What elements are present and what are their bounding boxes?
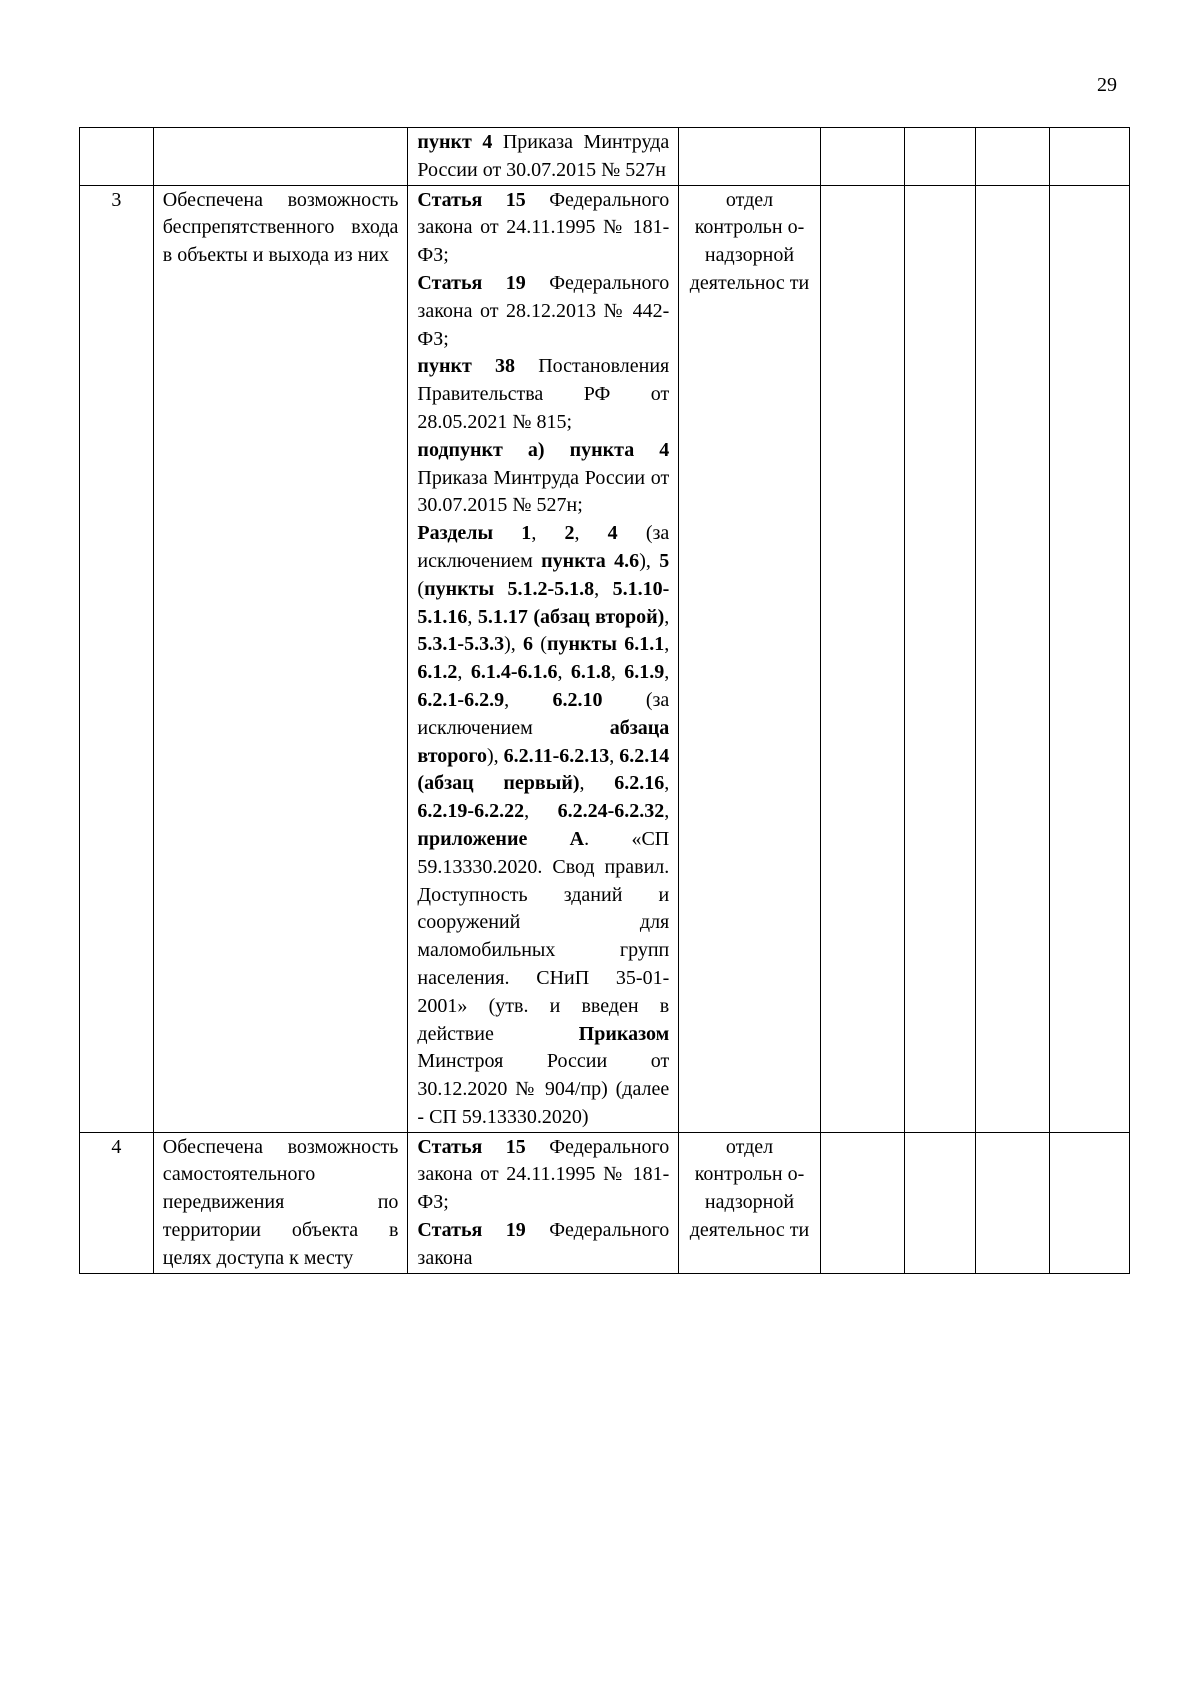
- legal-reference-bold: пункты 5.1.2-5.1.8: [424, 577, 595, 600]
- legal-reference-bold: 5: [659, 549, 670, 572]
- legal-reference-text: Федерального закона от 24.11.1995 № 181-ФЗ;: [417, 1135, 670, 1214]
- legal-reference-text: Федерального закона: [417, 1219, 670, 1269]
- legal-reference-text: ,: [664, 633, 670, 656]
- legal-reference-text: ,: [504, 688, 553, 711]
- legal-reference-bold: 6.1.4-6.1.6: [470, 661, 558, 684]
- legal-reference-bold: 6.2.14 (абзац первый): [417, 744, 670, 795]
- legal-reference-text: ,: [457, 661, 471, 684]
- responsible-department: отдел контрольн о-надзорной деятельнос ти: [679, 185, 820, 1132]
- legal-reference-bold: 6: [523, 633, 534, 656]
- legal-reference-text: Федерального закона от 24.11.1995 № 181-ФЗ;: [417, 188, 670, 267]
- legal-reference-bold: 6.2.11-6.2.13: [503, 744, 610, 767]
- legal-reference-text: ,: [664, 605, 670, 628]
- legal-reference-bold: 5.1.10-5.1.16: [417, 577, 670, 628]
- legal-reference-bold: 6.1.2: [417, 661, 458, 684]
- empty-cell: [1050, 185, 1130, 1132]
- legal-reference-bold: 6.2.1-6.2.9: [417, 688, 505, 711]
- legal-reference-text: ),: [487, 744, 504, 767]
- requirements-table: [79, 127, 1130, 1274]
- table-row: [80, 128, 1130, 186]
- legal-basis: [408, 1132, 679, 1273]
- empty-cell: [976, 1132, 1050, 1273]
- page-number: 29: [1097, 74, 1117, 96]
- responsible-department: [679, 128, 820, 186]
- empty-cell: [976, 185, 1050, 1132]
- legal-reference-bold: 6.2.16: [614, 772, 665, 795]
- legal-reference-bold: 6.1.8: [570, 661, 611, 684]
- legal-reference-bold: 6.2.24-6.2.32: [557, 800, 665, 823]
- legal-reference-text: Минстроя России от 30.12.2020 № 904/пр) (далее - СП 59.13330.2020): [417, 1050, 670, 1128]
- requirement-text: Обеспечена возможность самостоятельного передвижения по территории объекта в целях доступа к месту: [153, 1132, 408, 1273]
- legal-reference-text: Федерального закона от 28.12.2013 № 442-ФЗ;: [417, 271, 670, 350]
- empty-cell: [1050, 128, 1130, 186]
- legal-reference-bold: Разделы 1: [417, 522, 532, 545]
- legal-reference-bold: Статья 19: [417, 1219, 526, 1242]
- empty-cell: [904, 128, 976, 186]
- empty-cell: [904, 185, 976, 1132]
- legal-reference-bold: 5.1.17 (абзац второй): [477, 605, 665, 628]
- empty-cell: [1050, 1132, 1130, 1273]
- legal-reference-text: Приказа Минтруда России от 30.07.2015 № 527н: [417, 131, 670, 181]
- legal-reference-bold: пункта 4.6: [541, 549, 640, 572]
- legal-basis: [408, 185, 679, 1132]
- legal-reference-text: ),: [504, 633, 524, 656]
- legal-reference-text: ,: [664, 772, 670, 795]
- legal-reference-bold: 6.1.9: [624, 661, 665, 684]
- requirement-text: [153, 128, 408, 186]
- legal-reference-text: ,: [609, 744, 620, 767]
- legal-reference-text: (за исключением: [417, 522, 670, 572]
- legal-reference-text: ,: [664, 661, 670, 684]
- empty-cell: [904, 1132, 976, 1273]
- table-row: [80, 1132, 1130, 1273]
- legal-reference-bold: 6.2.10: [552, 688, 603, 711]
- legal-reference-bold: Статья 15: [417, 188, 526, 211]
- legal-reference-text: ,: [594, 577, 613, 600]
- legal-reference-text: (: [533, 633, 547, 656]
- legal-reference-text: (: [417, 577, 425, 600]
- legal-reference-bold: пункт 38: [417, 355, 516, 378]
- legal-reference-text: ,: [574, 522, 608, 545]
- legal-reference-text: (за исключением: [417, 688, 670, 739]
- legal-basis: [408, 128, 679, 186]
- legal-reference-text: ,: [579, 772, 615, 795]
- legal-reference-bold: пункт 4: [417, 131, 493, 153]
- legal-reference-bold: подпункт а) пункта 4: [417, 438, 670, 461]
- legal-reference-text: . «СП 59.13330.2020. Свод правил. Доступность зданий и сооружений для маломобильных групп населения. СНиП 35-01-2001» (утв. и введен в действие: [417, 827, 670, 1045]
- legal-reference-text: ,: [467, 605, 478, 628]
- row-number: 3: [80, 185, 154, 1132]
- legal-reference-text: ,: [557, 661, 571, 684]
- empty-cell: [976, 128, 1050, 186]
- legal-reference-text: ,: [610, 661, 625, 684]
- legal-reference-bold: абзаца второго: [417, 716, 670, 767]
- legal-reference-bold: пункты 6.1.1: [546, 633, 665, 656]
- legal-reference-text: ,: [664, 800, 670, 823]
- legal-reference-text: ,: [524, 800, 558, 823]
- legal-reference-bold: приложение А: [417, 827, 585, 850]
- legal-reference-text: Приказа Минтруда России от 30.07.2015 № 527н;: [417, 466, 670, 517]
- row-number: [80, 128, 154, 186]
- responsible-department: отдел контрольн о-надзорной деятельнос ти: [679, 1132, 820, 1273]
- row-number: 4: [80, 1132, 154, 1273]
- legal-reference-text: ),: [639, 549, 660, 572]
- legal-reference-bold: 2: [564, 522, 575, 545]
- legal-reference-text: Постановления Правительства РФ от 28.05.2021 № 815;: [417, 355, 670, 433]
- empty-cell: [820, 128, 904, 186]
- legal-reference-text: ,: [531, 522, 565, 545]
- requirement-text: Обеспечена возможность беспрепятственного входа в объекты и выхода из них: [153, 185, 408, 1132]
- legal-reference-bold: 6.2.19-6.2.22: [417, 800, 525, 823]
- table-row: [80, 185, 1130, 1132]
- empty-cell: [820, 1132, 904, 1273]
- legal-reference-bold: 4: [607, 522, 618, 545]
- legal-reference-bold: Статья 19: [417, 271, 526, 294]
- legal-reference-bold: 5.3.1-5.3.3: [417, 633, 505, 656]
- legal-reference-bold: Статья 15: [417, 1135, 526, 1158]
- empty-cell: [820, 185, 904, 1132]
- legal-reference-bold: Приказом: [578, 1022, 670, 1045]
